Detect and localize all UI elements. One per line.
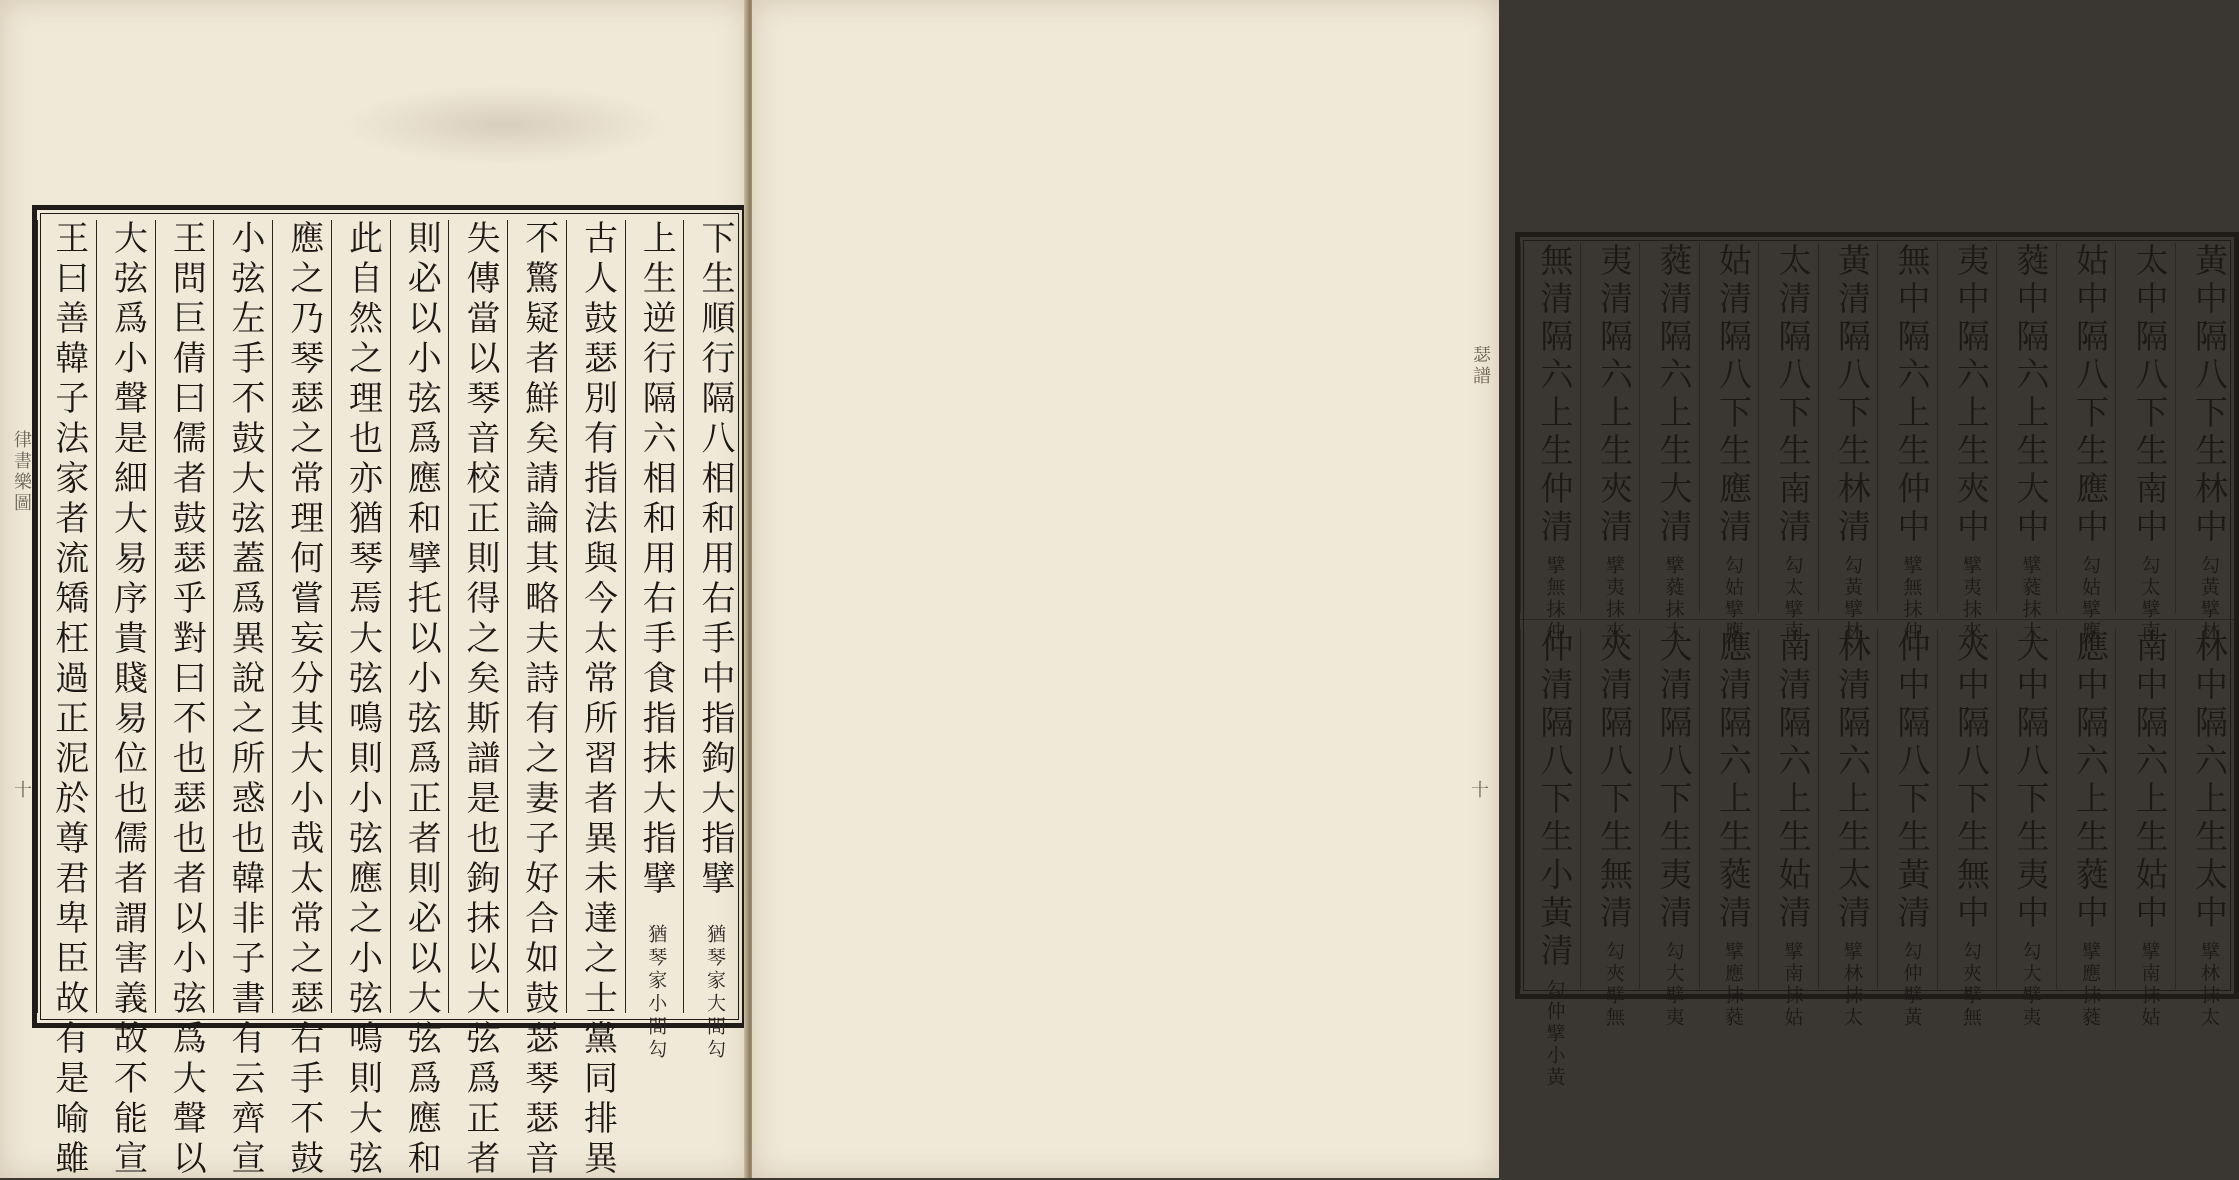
fingering-annotation: 擘無抹仲	[1543, 555, 1566, 643]
fingering-annotation: 勾太擘南	[1781, 555, 1804, 643]
tablature-column	[2175, 629, 2236, 1029]
tablature-main-text: 林中隔六上生太中	[2190, 629, 2229, 933]
column-main-text: 則必以小弦爲應和擘托以小弦爲正者則必以大弦爲應和	[401, 220, 442, 1180]
tablature-column	[2056, 243, 2117, 643]
column-main-text: 王問巨倩曰儒者鼓瑟乎對曰不也瑟也者以小弦爲大聲以	[166, 220, 207, 1180]
tablature-column	[1639, 629, 1700, 1029]
right-margin-label: 瑟譜	[1470, 345, 1491, 387]
tablature-main-text: 夾清隔八下生無清	[1595, 629, 1634, 933]
column-main-text: 小弦左手不鼓大弦蓋爲異說之所惑也韓非子書有云齊宣	[225, 220, 265, 1180]
fingering-annotation: 勾黃擘林	[1841, 555, 1863, 643]
column-main-text: 失傳當以琴音校正則得之矣斯譜是也鉤抹以大弦爲正者	[460, 220, 500, 1180]
tablature-main-text: 應清隔六上生蕤清	[1714, 629, 1753, 933]
fingering-annotation: 擘蕤抹大	[1662, 555, 1685, 643]
tablature-column	[1758, 629, 1819, 1029]
right-page	[752, 0, 2229, 1178]
fingering-annotation: 勾姑擘應	[2079, 555, 2101, 643]
tablature-main-text: 林清隔六上生太清	[1833, 629, 1872, 933]
tablature-column	[1580, 629, 1641, 1029]
column-annotation: 猶琴家小間勾	[645, 924, 668, 1062]
tablature-main-text: 夷中隔六上生夾中	[1952, 243, 1991, 547]
tablature-column	[1937, 629, 1998, 1029]
text-column	[507, 220, 567, 1180]
tablature-column	[1877, 243, 1938, 643]
fingering-annotation: 擘無抹仲	[1900, 555, 1923, 643]
text-column	[331, 220, 391, 1180]
fingering-annotation: 勾黃擘林	[2198, 555, 2220, 643]
tablature-main-text: 應中隔六上生蕤中	[2071, 629, 2110, 933]
fingering-annotation: 擘南抹姑	[2138, 941, 2161, 1029]
tablature-main-text: 黃中隔八下生林中	[2190, 243, 2229, 547]
tablature-main-text: 太中隔八下生南中	[2130, 243, 2170, 547]
tablature-column	[1699, 629, 1760, 1029]
fingering-annotation: 擘夷抹夾	[1960, 555, 1982, 643]
tablature-main-text: 大中隔八下生夷中	[2011, 629, 2051, 933]
text-column	[448, 220, 508, 1180]
fingering-annotation: 勾大擘夷	[1662, 941, 1685, 1029]
tablature-main-text: 南清隔六上生姑清	[1773, 629, 1813, 933]
fingering-annotation: 擘林抹太	[2198, 941, 2220, 1029]
tablature-main-text: 夷清隔六上生夾清	[1595, 243, 1634, 547]
tablature-column	[2056, 629, 2117, 1029]
fingering-annotation: 勾夾擘無	[1960, 941, 1982, 1029]
left-text-frame	[32, 205, 747, 1180]
tablature-main-text: 無清隔六上生仲清	[1535, 243, 1575, 547]
fingering-annotation: 勾大擘夷	[2019, 941, 2042, 1029]
text-column	[272, 220, 332, 1180]
fingering-annotation: 勾姑擘應	[1722, 555, 1744, 643]
tablature-column	[2115, 629, 2176, 1029]
column-main-text: 古人鼓瑟別有指法與今太常所習者異未達之士黨同排異	[577, 220, 618, 1180]
tablature-main-text: 南中隔六上生姑中	[2130, 629, 2170, 933]
tablature-main-text: 蕤中隔六上生大中	[2011, 243, 2051, 547]
tablature-column	[1996, 629, 2057, 1029]
tablature-main-text: 黃清隔八下生林清	[1833, 243, 1872, 547]
tablature-column	[1580, 243, 1641, 643]
fingering-annotation: 勾仲擘黃	[1900, 941, 1923, 1029]
tablature-main-text: 仲清隔八下生小黃清	[1535, 629, 1575, 971]
fingering-annotation: 擘應抹蕤	[1722, 941, 1744, 1029]
tablature-column	[2115, 243, 2176, 643]
tablature-column	[2175, 243, 2236, 643]
column-main-text: 此自然之理也亦猶琴焉大弦鳴則小弦應之小弦鳴則大弦	[342, 220, 383, 1180]
text-column	[96, 220, 156, 1180]
tablature-column	[1758, 243, 1819, 643]
fingering-annotation: 勾夾擘無	[1603, 941, 1625, 1029]
column-main-text: 上生逆行隔六相和用右手食指抹大指擘	[636, 220, 677, 900]
text-column	[213, 220, 273, 1180]
right-text-frame	[1515, 232, 2239, 1089]
text-column	[683, 220, 743, 1062]
text-column	[155, 220, 215, 1180]
tablature-main-text: 無中隔六上生仲中	[1892, 243, 1932, 547]
tablature-column	[1818, 243, 1879, 643]
tablature-column	[1520, 243, 1581, 643]
tablature-column	[1818, 629, 1879, 1029]
tablature-main-text: 姑中隔八下生應中	[2071, 243, 2110, 547]
tablature-column	[1937, 243, 1998, 643]
text-column	[566, 220, 626, 1180]
fingering-annotation: 擘南抹姑	[1781, 941, 1804, 1029]
column-main-text: 大弦爲小聲是細大易序貴賤易位也儒者謂害義故不能宣	[107, 220, 148, 1180]
left-page	[0, 0, 748, 1178]
fingering-annotation: 勾太擘南	[2138, 555, 2161, 643]
text-column	[625, 220, 685, 1062]
tablature-main-text: 蕤清隔六上生大清	[1654, 243, 1694, 547]
tablature-main-text: 大清隔八下生夷清	[1654, 629, 1694, 933]
column-main-text: 應之乃琴瑟之常理何嘗妄分其大小哉太常之瑟右手不鼓	[283, 220, 324, 1180]
tablature-main-text: 仲中隔八下生黃清	[1892, 629, 1932, 933]
text-column	[390, 220, 450, 1180]
right-folio-number: 十	[1468, 780, 1489, 801]
fingering-annotation: 勾仲擘小黃	[1543, 979, 1566, 1089]
left-margin-label: 律書樂圖	[11, 430, 32, 514]
tablature-column	[1877, 629, 1938, 1029]
column-main-text: 下生順行隔八相和用右手中指鉤大指擘	[695, 220, 735, 900]
tablature-column	[1520, 629, 1581, 1089]
fingering-annotation: 擘蕤抹大	[2019, 555, 2042, 643]
tablature-main-text: 姑清隔八下生應清	[1714, 243, 1753, 547]
tablature-main-text: 夾中隔八下生無中	[1952, 629, 1991, 933]
page-stain	[340, 85, 670, 165]
row-divider	[1520, 619, 2234, 620]
column-main-text: 不驚疑者鮮矣請論其略夫詩有之妻子好合如鼓瑟琴瑟音	[518, 220, 559, 1180]
tablature-column	[1699, 243, 1760, 643]
fingering-annotation: 擘夷抹夾	[1603, 555, 1625, 643]
text-column	[37, 220, 97, 1180]
left-folio-number: 十	[11, 780, 32, 801]
column-main-text: 王曰善韓子法家者流矯枉過正泥於尊君卑臣故有是喻雖	[48, 220, 89, 1180]
fingering-annotation: 擘應抹蕤	[2079, 941, 2101, 1029]
fingering-annotation: 擘林抹太	[1841, 941, 1863, 1029]
tablature-main-text: 太清隔八下生南清	[1773, 243, 1813, 547]
column-annotation: 猶琴家大間勾	[704, 924, 726, 1062]
tablature-column	[1639, 243, 1700, 643]
tablature-column	[1996, 243, 2057, 643]
